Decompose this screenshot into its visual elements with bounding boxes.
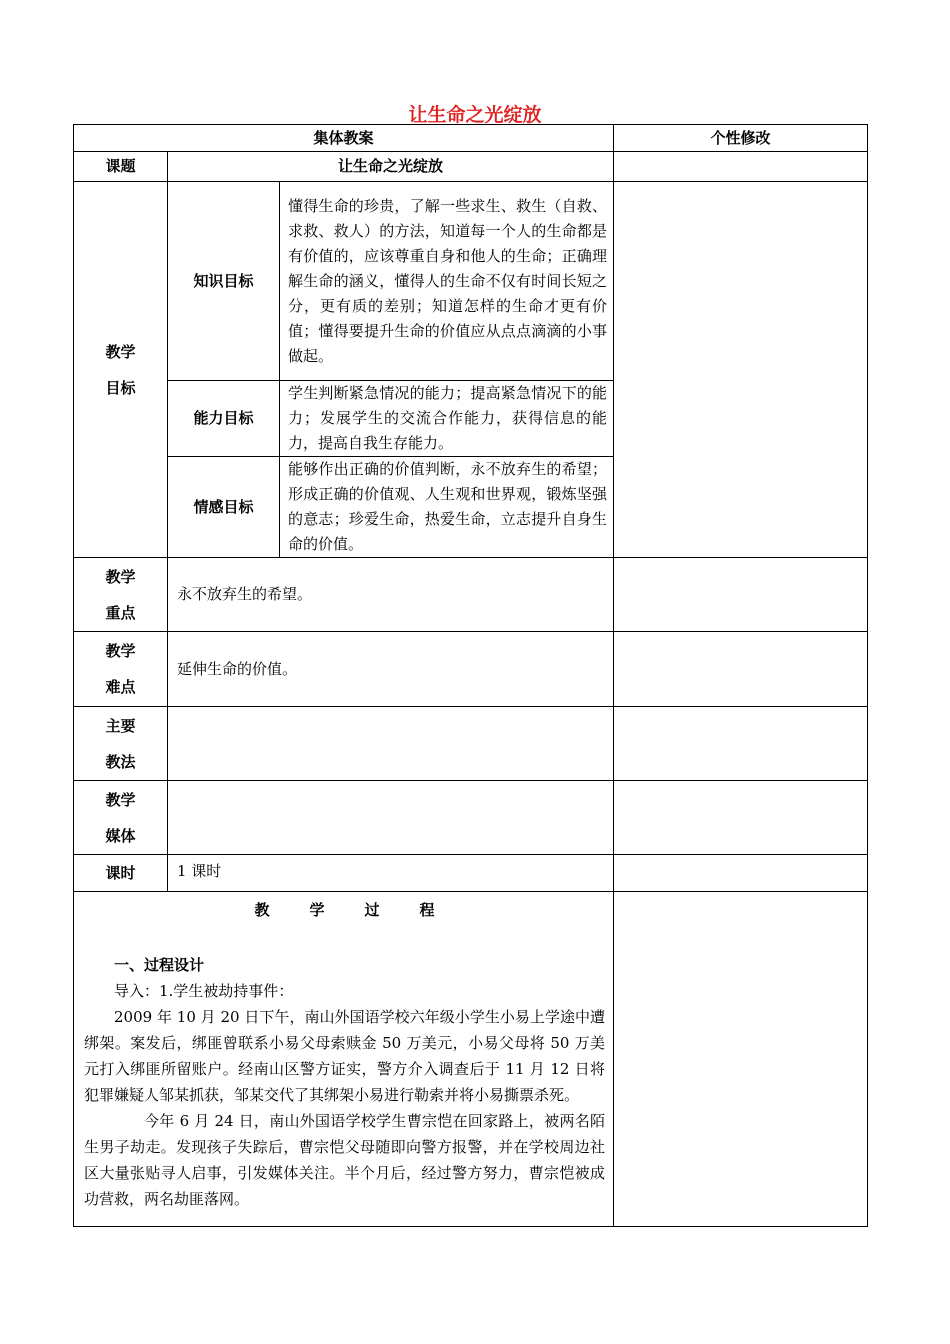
hours-label: 课时 [74, 855, 168, 892]
knowledge-objective-text: 懂得生命的珍贵，了解一些求生、救生（自救、求救、救人）的方法，知道每一个人的生命都是有价值的，应该尊重自身和他人的生命；正确理解生命的涵义，懂得人的生命不仅有时间长短之分，更有质的差别；知道怎样的生命才更有价值；懂得要提升生命的价值应从点点滴滴的小事做起。 [280, 182, 614, 381]
topic-row [74, 152, 868, 182]
process-title-char-2: 学 [309, 901, 325, 919]
process-title [84, 898, 605, 923]
difficulty-value: 延伸生命的价值。 [168, 632, 614, 707]
process-cell [74, 892, 614, 1227]
hours-row [74, 855, 868, 892]
key-point-label-line2: 重点 [105, 603, 136, 622]
ability-objective-text: 学生判断紧急情况的能力；提高紧急情况下的能力；发展学生的交流合作能力，获得信息的能力，提高自我生存能力。 [280, 381, 614, 457]
topic-label: 课题 [74, 152, 168, 182]
collective-plan-header: 集体教案 [74, 125, 614, 152]
emotion-objective-label: 情感目标 [168, 457, 280, 558]
media-label-line2: 媒体 [105, 826, 136, 845]
media-edit-cell [614, 781, 868, 855]
difficulty-edit-cell [614, 632, 868, 707]
process-intro: 导入：1.学生被劫持事件： [114, 982, 294, 1000]
difficulty-label [74, 632, 168, 707]
lesson-plan-table [73, 124, 868, 1227]
topic-value: 让生命之光绽放 [168, 152, 614, 182]
document-title: 让生命之光绽放 [408, 104, 542, 126]
method-label-line1: 主要 [105, 716, 136, 735]
method-row [74, 707, 868, 781]
difficulty-label-line1: 教学 [105, 642, 136, 660]
media-row [74, 781, 868, 855]
process-paragraph-2: 今年 6 月 24 日，南山外国语学校学生曹宗恺在回家路上，被两名陌生男子劫走。发现孩子失踪后，曹宗恺父母随即向警方报警，并在学校周边社区大量张贴寻人启事，引发媒体关注。半个月后，经过警方努力，曹宗恺被成功营救，两名劫匪落网。 [84, 1112, 606, 1208]
knowledge-objective-label: 知识目标 [168, 182, 280, 381]
personal-edit-header: 个性修改 [614, 125, 868, 152]
media-label-line1: 教学 [105, 790, 136, 809]
hours-edit-cell [614, 855, 868, 892]
ability-objective-label: 能力目标 [168, 381, 280, 457]
objectives-edit-cell [614, 182, 868, 558]
process-section-heading: 一、过程设计 [114, 956, 205, 974]
hours-value: 1 课时 [168, 855, 614, 892]
objectives-label-line1: 教学 [105, 342, 136, 361]
key-point-value: 永不放弃生的希望。 [168, 558, 614, 632]
process-title-char-1: 教 [254, 901, 270, 919]
key-point-label [74, 558, 168, 632]
difficulty-row [74, 632, 868, 707]
process-paragraph-1: 2009 年 10 月 20 日下午，南山外国语学校六年级小学生小易上学途中遭绑架。案发后，绑匪曾联系小易父母索赎金 50 万美元，小易父母将 50 万美元打入绑匪所留账户。经南山区警方证实，警方介入调查后于 11 月 12 日将犯罪嫌疑人邹某抓获，邹某交代了其绑架小易进行勒索并将小易撕票杀死。 [84, 1008, 606, 1104]
topic-edit-cell [614, 152, 868, 182]
key-point-label-line1: 教学 [105, 567, 136, 586]
method-edit-cell [614, 707, 868, 781]
process-title-char-3: 过 [364, 901, 380, 919]
process-row [74, 892, 868, 1227]
process-edit-cell [614, 892, 868, 1227]
header-row [74, 125, 868, 152]
emotion-objective-text: 能够作出正确的价值判断，永不放弃生的希望；形成正确的价值观、人生观和世界观，锻炼坚强的意志；珍爱生命，热爱生命，立志提升自身生命的价值。 [280, 457, 614, 558]
key-point-edit-cell [614, 558, 868, 632]
method-value [168, 707, 614, 781]
objectives-label-line2: 目标 [105, 378, 136, 397]
process-title-char-4: 程 [419, 901, 435, 919]
knowledge-objective-row [74, 182, 868, 381]
difficulty-label-line2: 难点 [105, 678, 136, 696]
key-point-row [74, 558, 868, 632]
objectives-label [74, 182, 168, 558]
media-label [74, 781, 168, 855]
media-value [168, 781, 614, 855]
method-label [74, 707, 168, 781]
method-label-line2: 教法 [105, 752, 136, 771]
